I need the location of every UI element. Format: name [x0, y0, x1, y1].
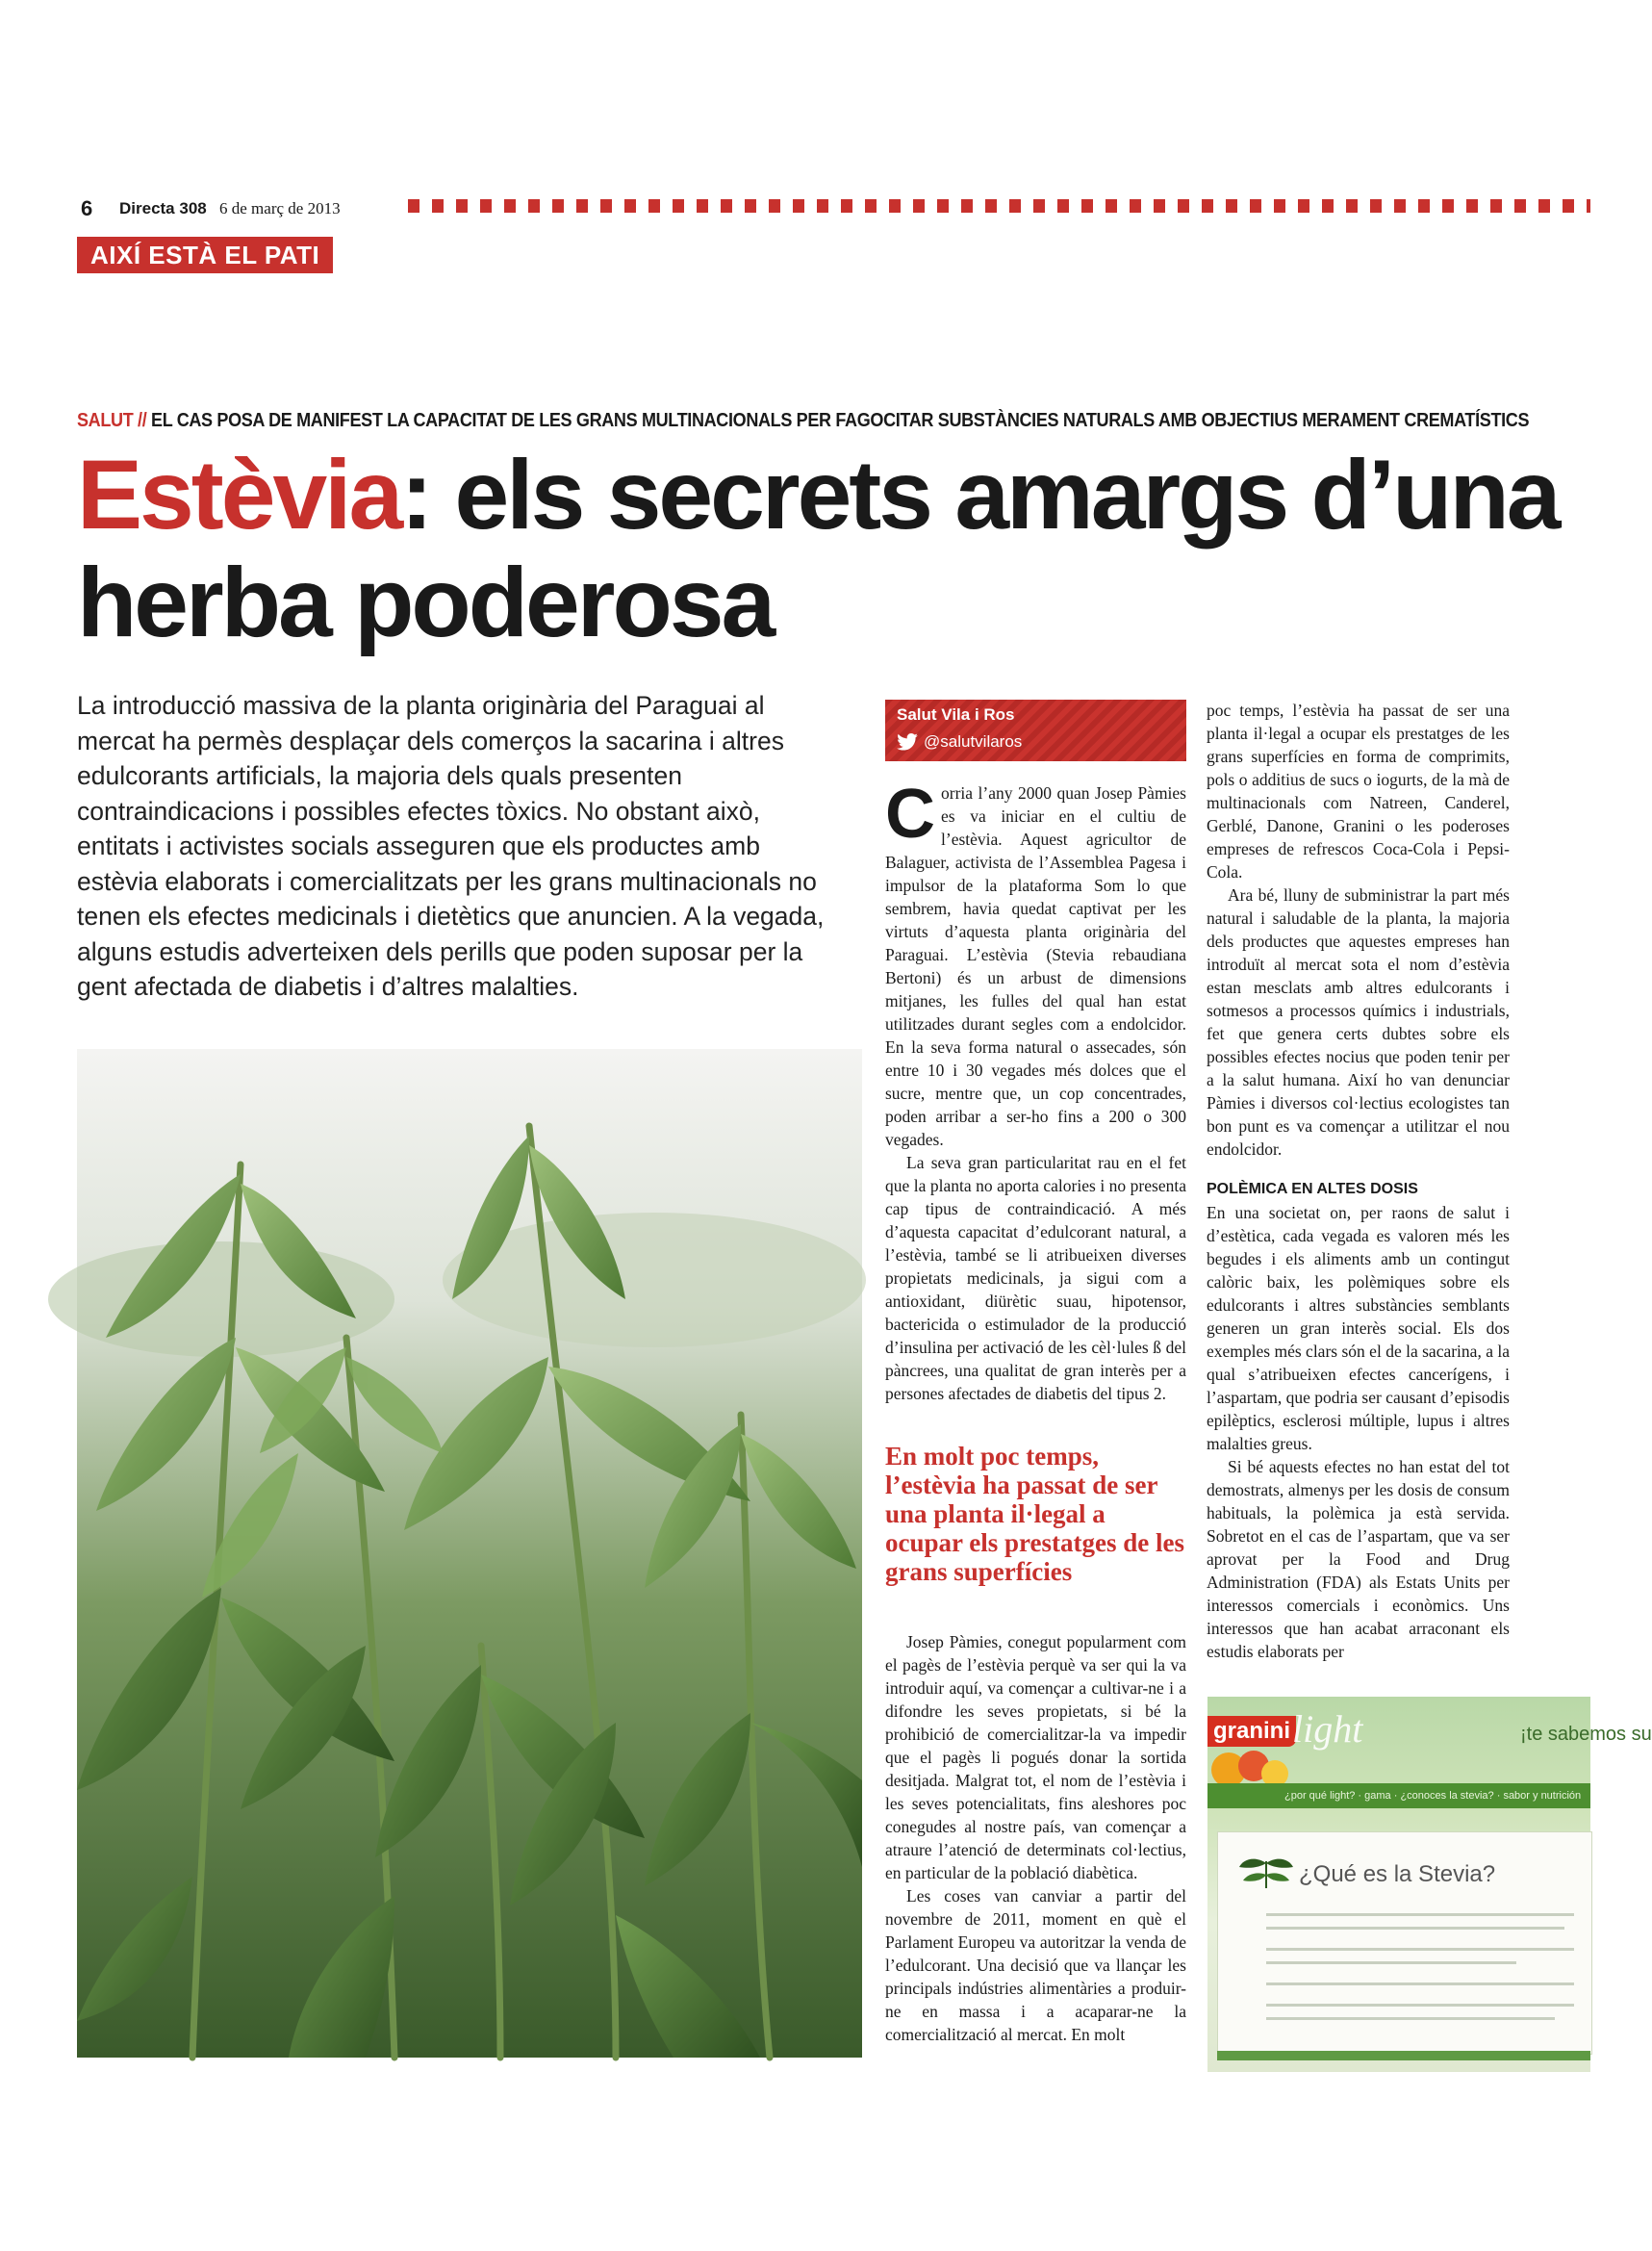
body-paragraph: La seva gran particularitat rau en el fet que la planta no aporta calories i no presenta cap tipus de contraindicació. A més d’aquesta capacitat d’edulcorant natural, a l’estèvia, també se li atribueixen diverses propietats medicinals, ja sigui com a antioxidant, diürètic suau, hipotensor, bactericida o estimulador de la producció d’insulina per activació de les cèl·lules ß del pàncrees, una qualitat de gran interès per a persones afectades de diabetis del tipus 2. [885, 1153, 1186, 1403]
text-line [1266, 1927, 1564, 1930]
text-line [1266, 2017, 1555, 2020]
byline-box [885, 700, 1186, 761]
light-wordmark: light [1292, 1707, 1363, 1751]
body-column-2 [1207, 699, 1510, 1663]
body-paragraph: Les coses van canviar a partir del novembre de 2011, moment en què el Parlament Europeu va autoritzar la venda de l’edulcorant. Una decisió que va llançar les principals indústries alimentàries a produir-ne en massa i a acaparar-ne la comercialització al mercat. En molt [885, 1886, 1186, 2044]
drop-cap: C [885, 776, 935, 853]
ad-tagline: ¡te sabemos su [1520, 1724, 1652, 1745]
body-paragraph: poc temps, l’estèvia ha passat de ser una planta il·legal a ocupar els prestatges de les grans superfícies en forma de comprimits, pols o additius de sucs o iogurts, de la mà de multinacionals com Natreen, Canderel, Gerblé, Danone, Granini o les poderoses empreses de refrescos Coca-Cola i Pepsi-Cola. [1207, 701, 1510, 882]
byline-twitter[interactable] [897, 732, 1022, 752]
dotted-rule [408, 199, 1590, 213]
text-line [1266, 1961, 1516, 1964]
text-line [1266, 2004, 1574, 2007]
lede-paragraph: La introducció massiva de la planta originària del Paraguai al mercat ha permès desplaçar dels comerços la sacarina i altres edulcorants artificials, la majoria dels quals presenten contraindicacions i possibles efectes tòxics. No obstant això, entitats i activistes socials asseguren que els productes amb estèvia elaborats i comercialitzats per les grans multinacionals no tenen els efectes medicinals i dietètics que anuncien. A la vegada, alguns estudis adverteixen dels perills que poden suposar per la gent afectada de diabetis i d’altres malalties. [77, 691, 825, 1001]
body-paragraph: Ara bé, lluny de subministrar la part més natural i saludable de la planta, la majoria dels productes que aquestes empreses han introduït al mercat sota el nom d’estèvia estan mesclats amb altres edulcorants i sotmesos a processos químics i industrials, fet que genera certs dubtes sobre els possibles efectes nocius que poden tenir per a la salut humana. Així ho van denunciar Pàmies i diversos col·lectius ecologistes tan bon punt es va començar a utilitzar el nou endolcidor. [1207, 885, 1510, 1159]
granini-website-screenshot [1207, 1697, 1652, 2072]
headline [77, 441, 1578, 656]
granini-logo: granini [1207, 1716, 1296, 1747]
stevia-question: ¿Qué es la Stevia? [1299, 1861, 1496, 1887]
stevia-leaf-icon [1237, 1852, 1295, 1890]
body-column-1-top [885, 776, 1186, 1405]
body-paragraph: En una societat on, per raons de salut i d’estètica, cada vegada es valoren més les begudes i els aliments amb un contingut calòric baix, les polèmiques sobre els edulcorants i altres substàncies semblants generen un gran interès social. Els dos exemples més clars són el de la sacarina, a la qual s’atribueixen efectes cancerígens, i l’aspartam, que podria ser causant d’episodis epilèptics, esclerosi múltiple, lupus i altres malalties greus. [1207, 1203, 1510, 1453]
text-line [1266, 1913, 1574, 1916]
twitter-handle: @salutvilaros [924, 732, 1023, 751]
pull-quote: En molt poc temps, l’estèvia ha passat de ser una planta il·legal a ocupar els prestatges de les grans superfícies [885, 1442, 1184, 1586]
body-column-1-bottom [885, 1630, 1186, 2046]
stevia-plant-photo [77, 1049, 862, 2058]
headline-rest: : els secrets amargs d’una herba poderosa [77, 440, 1559, 657]
body-paragraph: Corria l’any 2000 quan Josep Pàmies es va iniciar en el cultiu de l’estèvia. Aquest agricultor de Balaguer, activista de l’Assemblea Pagesa i impulsor de la plataforma Som lo que sembrem, havia quedat captivat per les virtuts d’aquesta planta originària del Paraguai. L’estèvia (Stevia rebaudiana Bertoni) és un arbust de dimensions mitjanes, les fulles del qual han estat utilitzades durant segles com a endolcidor. En la seva forma natural o assecades, són entre 10 i 30 vegades més dolces que el sucre, mentre que, un cop concentrades, poden arribar a ser-ho fins a 200 o 300 vegades. [885, 776, 1186, 1149]
twitter-bird-icon [897, 733, 918, 751]
headline-accent: Estèvia [77, 440, 401, 550]
ad-navigation-bar: ¿por qué light? · gama · ¿conoces la stevia? · sabor y nutrición [1207, 1783, 1590, 1808]
section-tag: AIXÍ ESTÀ EL PATI [77, 237, 333, 273]
page-number: 6 [81, 196, 93, 220]
stevia-info-panel [1217, 1831, 1592, 2055]
text-line [1266, 1948, 1574, 1951]
ad-footer-bar [1217, 2051, 1590, 2060]
issue-date: 6 de març de 2013 [219, 199, 341, 217]
body-paragraph: Si bé aquests efectes no han estat del tot demostrats, almenys per les dosis de consum habituals, la polèmica ja està servida. Sobretot en el cas de l’aspartam, que va ser aprovat per la Food and Drug Administration (FDA) als Estats Units per interessos comercials i econòmics. Uns interessos que han acabat arraconant els estudis elaborats per [1207, 1457, 1510, 1661]
subheading: POLÈMICA EN ALTES DOSIS [1207, 1181, 1418, 1197]
body-paragraph: Josep Pàmies, conegut popularment com el pagès de l’estèvia perquè va ser qui la va introduir aquí, va començar a cultivar-ne i a difondre les seves propietats, si bé la prohibició de comercialitzar-la va impedir que el pagès li pogués donar la sortida desitjada. Malgrat tot, el nom de l’estèvia i les seves potencialitats, fins aleshores poc conegudes al nostre país, van començar a atraure l’atenció de determinats col·lectius, en particular de la població diabètica. [885, 1632, 1186, 1882]
kicker-category: SALUT // [77, 409, 147, 431]
issue-label: Directa 308 [119, 199, 207, 217]
kicker-text: EL CAS POSA DE MANIFEST LA CAPACITAT DE LES GRANS MULTINACIONALS PER FAGOCITAR SUBSTÀNCIES NATURALS AMB OBJECTIUS MERAMENT CREMATÍSTICS [151, 409, 1530, 431]
kicker [77, 409, 1529, 432]
text-line [1266, 1982, 1574, 1985]
byline-author: Salut Vila i Ros [897, 705, 1015, 724]
